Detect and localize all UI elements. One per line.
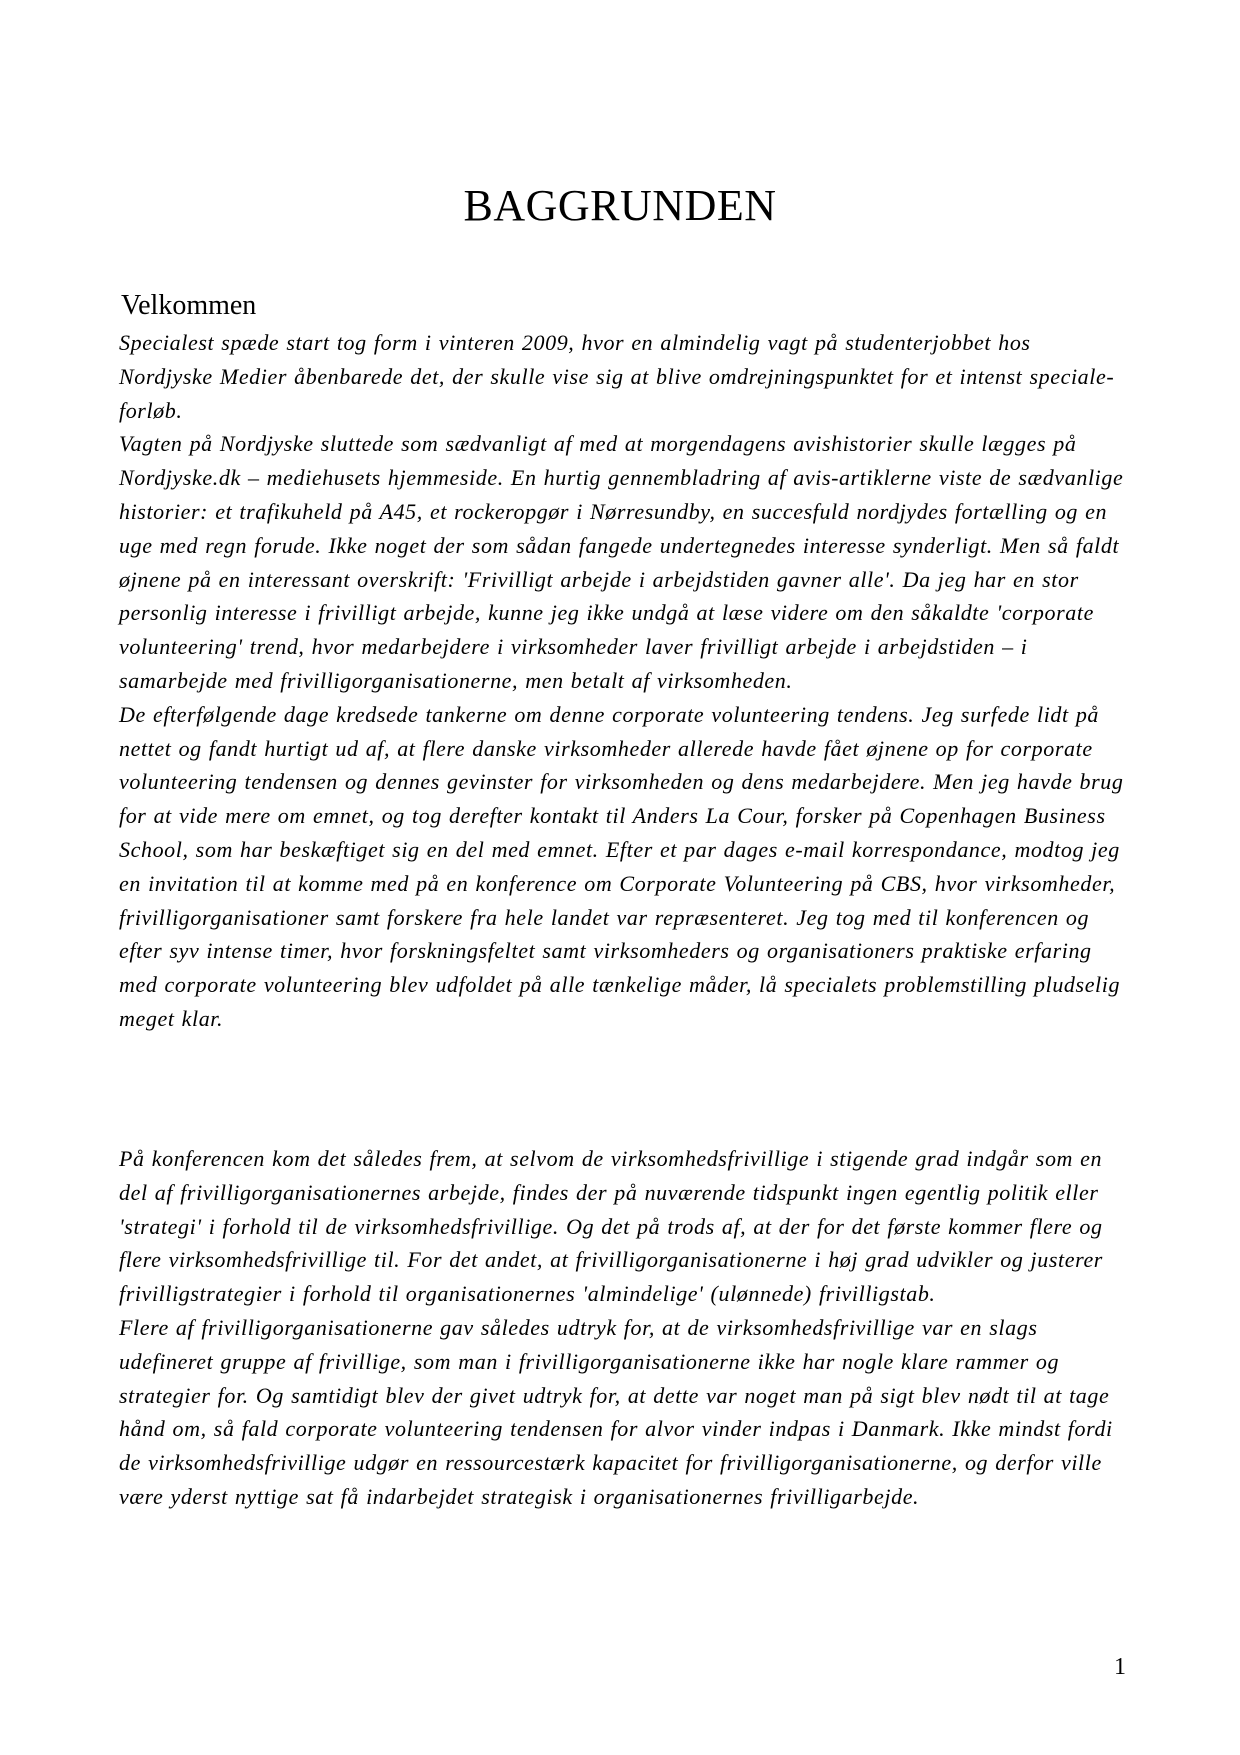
page-title: BAGGRUNDEN [463, 181, 777, 230]
paragraph: De efterfølgende dage kredsede tankerne om denne corporate volunteering tendens. Jeg surfede lidt på nettet og fandt hurtigt ud af, at flere danske virksomheder allerede havde fået øjnene op for corporate volunteering tendensen og dennes gevinster for virksomheden og dens medarbejdere. Men jeg havde brug for at vide mere om emnet, og tog derefter kontakt til Anders La Cour, forsker på Copenhagen Business School, som har beskæftiget sig en del med emnet. Efter et par dages e-mail korrespondance, modtog jeg en invitation til at komme med på en konference om Corporate Volunteering på CBS, hvor virksomheder, frivilligorganisationer samt forskere fra hele landet var repræsenteret. Jeg tog med til konferencen og efter syv intense timer, hvor forskningsfeltet samt virksomheders og organisationers praktiske erfaring med corporate volunteering blev udfoldet på alle tænkelige måder, lå specialets problemstilling pludselig meget klar. [119, 701, 1124, 1031]
body-block-1 [119, 326, 1129, 1036]
paragraph: På konferencen kom det således frem, at selvom de virksomhedsfrivillige i stigende grad indgår som en del af frivilligorganisationernes arbejde, findes der på nuværende tidspunkt ingen egentlig politik eller 'strategi' i forhold til de virksomhedsfrivillige. Og det på trods af, at der for det første kommer flere og flere virksomhedsfrivillige til. For det andet, at frivilligorganisationerne i høj grad udvikler og justerer frivilligstrategier i forhold til organisationernes 'almindelige' (ulønnede) frivilligstab. [119, 1146, 1103, 1307]
paragraph: Flere af frivilligorganisationerne gav således udtryk for, at de virksomhedsfrivillige var en slags udefineret gruppe af frivillige, som man i frivilligorganisationerne ikke har nogle klare rammer og strategier for. Og samtidigt blev der givet udtryk for, at dette var noget man på sigt blev nødt til at tage hånd om, så fald corporate volunteering tendensen for alvor vinder indpas i Danmark. Ikke mindst fordi de virksomhedsfrivillige udgør en ressourcestærk kapacitet for frivilligorganisationerne, og derfor ville være yderst nyttige sat få indarbejdet strategisk i organisationernes frivilligarbejde. [119, 1314, 1113, 1509]
paragraph: Vagten på Nordjyske sluttede som sædvanligt af med at morgendagens avishistorier skulle lægges på Nordjyske.dk – mediehusets hjemmeside. En hurtig gennembladring af avis-artiklerne viste de sædvanlige historier: et trafikuheld på A45, et rockeropgør i Nørresundby, en succesfuld nordjydes fortælling og en uge med regn forude. Ikke noget der som sådan fangede undertegnedes interesse synderligt. Men så faldt øjnene på en interessant overskrift: 'Frivilligt arbejde i arbejdstiden gavner alle'. Da jeg har en stor personlig interesse i frivilligt arbejde, kunne jeg ikke undgå at læse videre om den såkaldte 'corporate volunteering' trend, hvor medarbejdere i virksomheder laver frivilligt arbejde i arbejdstiden – i samarbejde med frivilligorganisationerne, men betalt af virksomheden. [119, 431, 1124, 693]
paragraph: Specialest spæde start tog form i vinteren 2009, hvor en almindelig vagt på studenterjobbet hos Nordjyske Medier åbenbarede det, der skulle vise sig at blive omdrejningspunktet for et intenst speciale-forløb. [119, 330, 1115, 423]
section-heading: Velkommen [121, 290, 257, 321]
body-block-2 [119, 1142, 1129, 1514]
page-number: 1 [1114, 1654, 1126, 1680]
